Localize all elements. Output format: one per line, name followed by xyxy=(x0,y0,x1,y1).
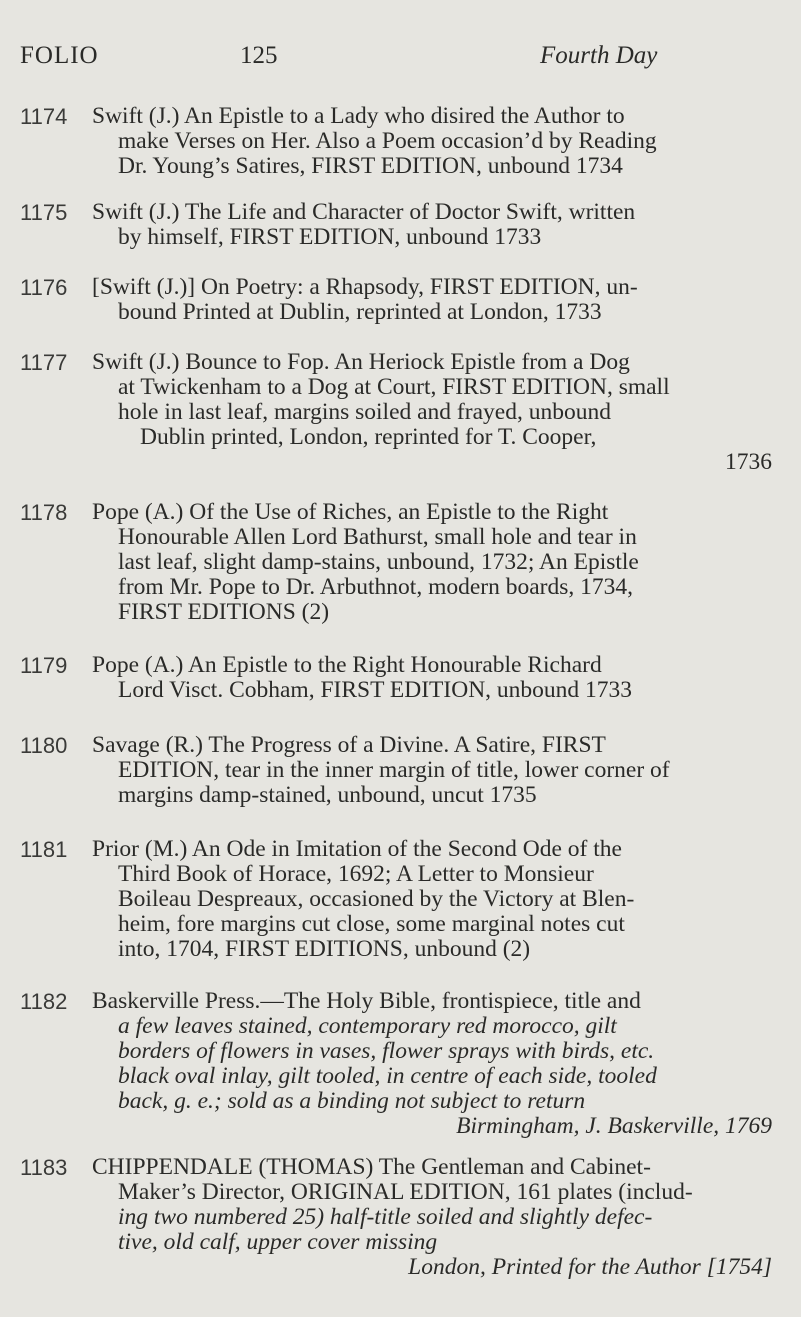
lot-line: bound Printed at Dublin, reprinted at London, 1733 xyxy=(118,299,602,325)
lot-line: at Twickenham to a Dog at Court, FIRST EDITION, small xyxy=(118,374,670,400)
lot-line: borders of flowers in vases, flower sprays with birds, etc. xyxy=(118,1038,655,1064)
lot-line: Boileau Despreaux, occasioned by the Victory at Blen- xyxy=(118,886,635,912)
lot-line: make Verses on Her. Also a Poem occasion’d by Reading xyxy=(118,128,657,154)
lot-line: heim, fore margins cut close, some marginal notes cut xyxy=(118,911,625,937)
lot-number: 1180 xyxy=(20,733,68,758)
lot-number: 1179 xyxy=(20,653,68,678)
lot-line: hole in last leaf, margins soiled and frayed, unbound xyxy=(118,399,611,425)
page-number: 125 xyxy=(240,42,278,69)
lot-line: Lord Visct. Cobham, FIRST EDITION, unbound 1733 xyxy=(118,677,633,703)
lot-description xyxy=(92,837,782,962)
lot-number: 1174 xyxy=(20,104,68,129)
lot-line: Birmingham, J. Baskerville, 1769 xyxy=(456,1113,772,1139)
lot-line: Third Book of Horace, 1692; A Letter to Monsieur xyxy=(118,861,594,887)
lot-line: Swift (J.) An Epistle to a Lady who disired the Author to xyxy=(92,103,625,129)
lot-line: a few leaves stained, contemporary red morocco, gilt xyxy=(118,1013,617,1039)
lot-description xyxy=(92,1155,782,1280)
lot-line: by himself, FIRST EDITION, unbound 1733 xyxy=(118,224,542,250)
lot-line: 1736 xyxy=(725,449,772,475)
lot-line: into, 1704, FIRST EDITIONS, unbound (2) xyxy=(118,936,531,962)
lot-line: Pope (A.) Of the Use of Riches, an Epistle to the Right xyxy=(92,499,609,525)
lot-line: EDITION, tear in the inner margin of title, lower corner of xyxy=(118,757,670,783)
lot-line: Swift (J.) The Life and Character of Doctor Swift, written xyxy=(92,199,636,225)
lot-line: ing two numbered 25) half-title soiled and slightly defec- xyxy=(118,1204,653,1230)
lot-line: CHIPPENDALE (THOMAS) The Gentleman and Cabinet- xyxy=(92,1154,651,1180)
lot-line: Savage (R.) The Progress of a Divine. A Satire, FIRST xyxy=(92,732,606,758)
lot-line: FIRST EDITIONS (2) xyxy=(118,599,330,625)
lot-description xyxy=(92,200,782,250)
day-label: Fourth Day xyxy=(540,42,658,69)
lot-line: [Swift (J.)] On Poetry: a Rhapsody, FIRST EDITION, un- xyxy=(92,274,638,300)
lot-description xyxy=(92,653,782,703)
lot-line: Maker’s Director, ORIGINAL EDITION, 161 plates (includ- xyxy=(118,1179,693,1205)
page-header xyxy=(0,42,801,82)
lot-line: margins damp-stained, unbound, uncut 1735 xyxy=(118,782,537,808)
lot-line: back, g. e.; sold as a binding not subject to return xyxy=(118,1088,586,1114)
lot-line: black oval inlay, gilt tooled, in centre of each side, tooled xyxy=(118,1063,657,1089)
lot-description xyxy=(92,104,782,179)
lot-number: 1183 xyxy=(20,1155,68,1180)
lot-number: 1178 xyxy=(20,500,68,525)
lot-description xyxy=(92,733,782,808)
lot-description xyxy=(92,500,782,625)
lot-description xyxy=(92,275,782,325)
lot-number: 1177 xyxy=(20,350,68,375)
lot-number: 1175 xyxy=(20,200,68,225)
lot-line: Baskerville Press.—The Holy Bible, frontispiece, title and xyxy=(92,988,641,1014)
lot-number: 1181 xyxy=(20,837,68,862)
lot-line: tive, old calf, upper cover missing xyxy=(118,1229,438,1255)
lot-line: Dublin printed, London, reprinted for T. Cooper, xyxy=(140,424,597,450)
lot-line: Dr. Young’s Satires, FIRST EDITION, unbound 1734 xyxy=(118,153,623,179)
folio-label: FOLIO xyxy=(20,42,99,69)
lot-line: from Mr. Pope to Dr. Arbuthnot, modern boards, 1734, xyxy=(118,574,634,600)
lot-description xyxy=(92,350,782,475)
lot-line: Swift (J.) Bounce to Fop. An Heriock Epistle from a Dog xyxy=(92,349,630,375)
lot-line: last leaf, slight damp-stains, unbound, 1732; An Epistle xyxy=(118,549,639,575)
lot-number: 1176 xyxy=(20,275,68,300)
lot-number: 1182 xyxy=(20,989,68,1014)
lot-description xyxy=(92,989,782,1139)
lot-line: Pope (A.) An Epistle to the Right Honourable Richard xyxy=(92,652,602,678)
lot-line: Honourable Allen Lord Bathurst, small hole and tear in xyxy=(118,524,637,550)
lot-line: London, Printed for the Author [1754] xyxy=(408,1254,772,1280)
lot-line: Prior (M.) An Ode in Imitation of the Second Ode of the xyxy=(92,836,622,862)
